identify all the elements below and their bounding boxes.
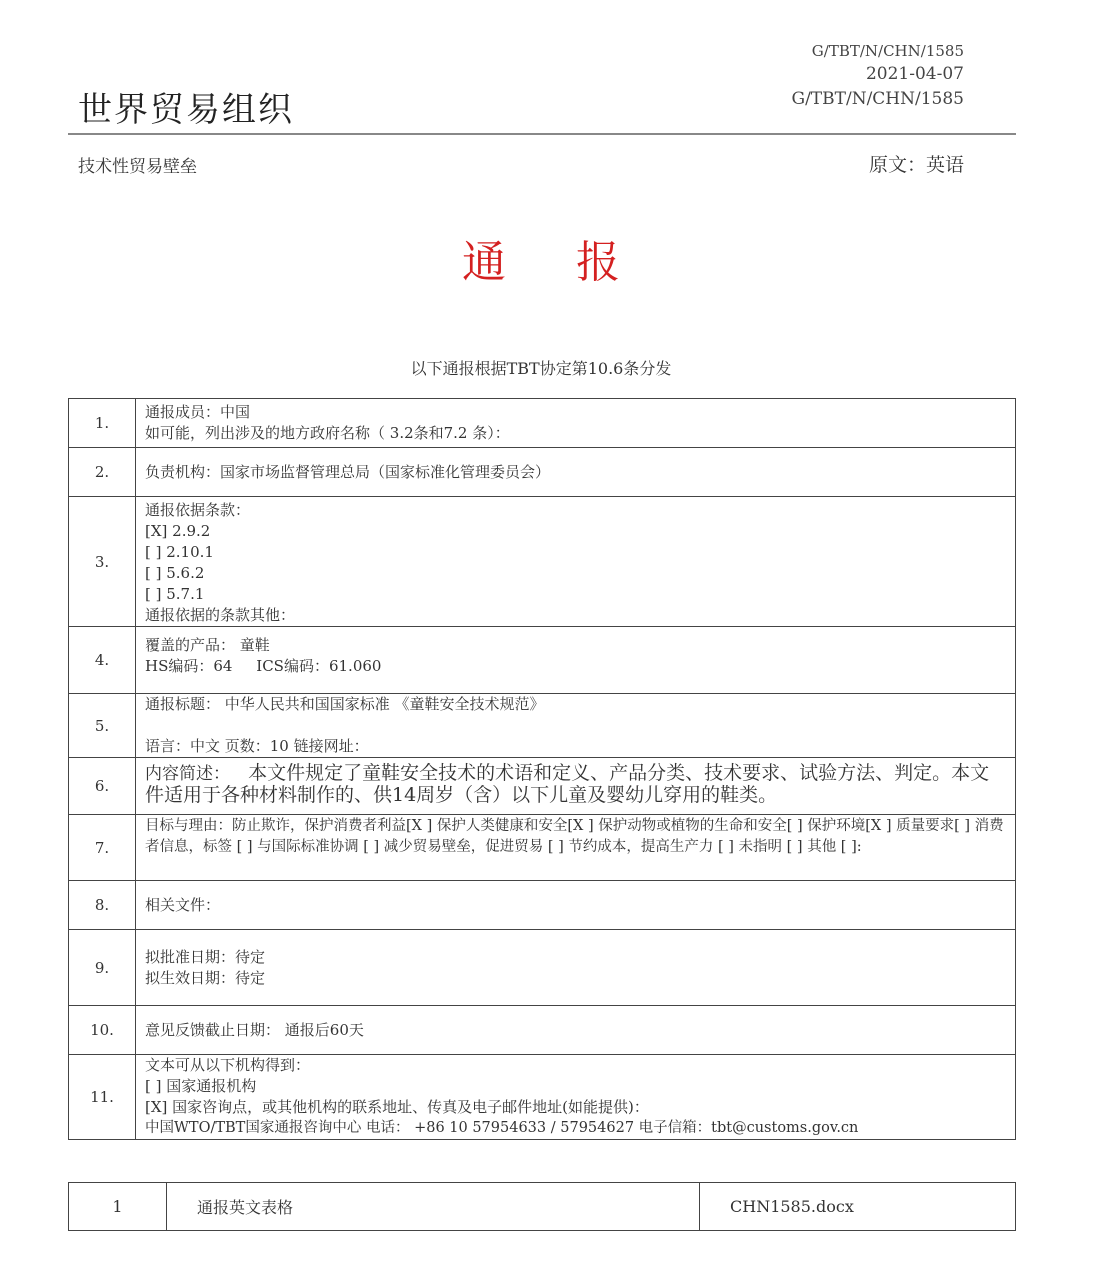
row-number: 2. — [69, 448, 136, 497]
attachment-description: 通报英文表格 — [167, 1183, 700, 1231]
relevant-documents-line: 相关文件： — [145, 895, 221, 914]
article-2-10-1: [ ] 2.10.1 — [145, 543, 214, 561]
row-content — [136, 1055, 1016, 1140]
row-number: 7. — [69, 815, 136, 881]
attachment-file-link[interactable]: CHN1585.docx — [700, 1183, 1016, 1231]
attachment-number: 1 — [69, 1183, 167, 1231]
row-number: 9. — [69, 930, 136, 1006]
row-number: 5. — [69, 694, 136, 758]
document-symbol-top: G/TBT/N/CHN/1585 — [811, 42, 964, 60]
member-line: 通报成员：中国 — [145, 403, 251, 421]
table-row — [69, 1006, 1016, 1055]
table-row — [69, 930, 1016, 1006]
row-content — [136, 758, 1016, 815]
committee-name: 技术性贸易壁垒 — [78, 157, 197, 177]
header-divider — [68, 133, 1016, 135]
row-number: 1. — [69, 399, 136, 448]
row-content — [136, 694, 1016, 758]
table-row — [69, 694, 1016, 758]
contact-info-line: 中国WTO/TBT国家通报咨询中心 电话： +86 10 57954633 / 57954627 电子信箱：tbt@customs.gov.cn — [145, 1120, 859, 1136]
attachment-row — [69, 1183, 1016, 1231]
row-number: 11. — [69, 1055, 136, 1140]
distribution-note: 以下通报根据TBT协定第10.6条分发 — [410, 359, 672, 378]
blank-line — [145, 715, 1007, 736]
row-content — [136, 627, 1016, 694]
national-notification-authority: [ ] 国家通报机构 — [145, 1077, 257, 1095]
table-row — [69, 399, 1016, 448]
hs-ics-line: HS编码：64 ICS编码：61.060 — [145, 657, 382, 675]
row-content — [136, 1006, 1016, 1055]
table-row — [69, 497, 1016, 627]
row-content — [136, 399, 1016, 448]
entry-into-force-line: 拟生效日期：待定 — [145, 968, 266, 987]
row-number: 8. — [69, 881, 136, 930]
article-5-7-1: [ ] 5.7.1 — [145, 585, 205, 603]
other-articles-line: 通报依据的条款其他： — [145, 606, 296, 624]
table-row — [69, 1055, 1016, 1140]
agency-line: 负责机构：国家市场监督管理总局（国家标准化管理委员会） — [145, 462, 551, 481]
comment-deadline-line: 意见反馈截止日期： 通报后60天 — [145, 1020, 364, 1039]
table-row — [69, 758, 1016, 815]
description-block — [145, 763, 1007, 806]
row-number: 6. — [69, 758, 136, 815]
organization-title: 世界贸易组织 — [78, 90, 294, 130]
row-number: 10. — [69, 1006, 136, 1055]
language-line: 语言：中文 页数：10 链接网址： — [145, 737, 369, 755]
objective-text: 目标与理由：防止欺诈，保护消费者利益[X ] 保护人类健康和安全[X ] 保护动物或植物的生命和安全[ ] 保护环境[X ] 质量要求[ ] 消费者信息，标签 [ ] 与国际标准协调 [ ] 减少贸易壁垒，促进贸易 [ ] 节约成本，提高生产力 [ ] 未指明 [ ] 其他 [ ]: — [145, 818, 1004, 855]
original-language: 原文：英语 — [868, 154, 964, 176]
adoption-date-line: 拟批准日期：待定 — [145, 947, 266, 966]
notified-under-label: 通报依据条款： — [145, 501, 251, 519]
texts-available-line: 文本可从以下机构得到： — [145, 1056, 311, 1074]
description-text: 本文件规定了童鞋安全技术的术语和定义、产品分类、技术要求、试验方法、判定。本文件适用于各种材料制作的、供14周岁（含）以下儿童及婴幼儿穿用的鞋类。 — [145, 762, 990, 806]
title-char-1: 通 — [462, 237, 506, 288]
article-5-6-2: [ ] 5.6.2 — [145, 564, 205, 582]
table-row — [69, 815, 1016, 881]
title-line: 通报标题： 中华人民共和国国家标准 《童鞋安全技术规范》 — [145, 695, 545, 713]
row-number: 3. — [69, 497, 136, 627]
table-row — [69, 627, 1016, 694]
row-content — [136, 448, 1016, 497]
title-char-2: 报 — [576, 237, 620, 288]
description-label: 内容简述： — [145, 764, 230, 784]
row-content — [136, 815, 1016, 881]
row-content — [136, 930, 1016, 1006]
national-enquiry-point: [X] 国家咨询点，或其他机构的联系地址、传真及电子邮件地址(如能提供)： — [145, 1098, 649, 1116]
article-2-9-2: [X] 2.9.2 — [145, 522, 211, 540]
notification-table — [68, 398, 1016, 1140]
table-row — [69, 448, 1016, 497]
notification-title — [0, 226, 1082, 290]
document-date: 2021-04-07 — [865, 64, 964, 84]
row-number: 4. — [69, 627, 136, 694]
attachment-table — [68, 1182, 1016, 1231]
local-government-line: 如可能，列出涉及的地方政府名称（ 3.2条和7.2 条）： — [145, 424, 510, 442]
table-row — [69, 881, 1016, 930]
row-content — [136, 497, 1016, 627]
document-symbol: G/TBT/N/CHN/1585 — [791, 89, 964, 109]
products-line: 覆盖的产品： 童鞋 — [145, 636, 270, 654]
row-content — [136, 881, 1016, 930]
